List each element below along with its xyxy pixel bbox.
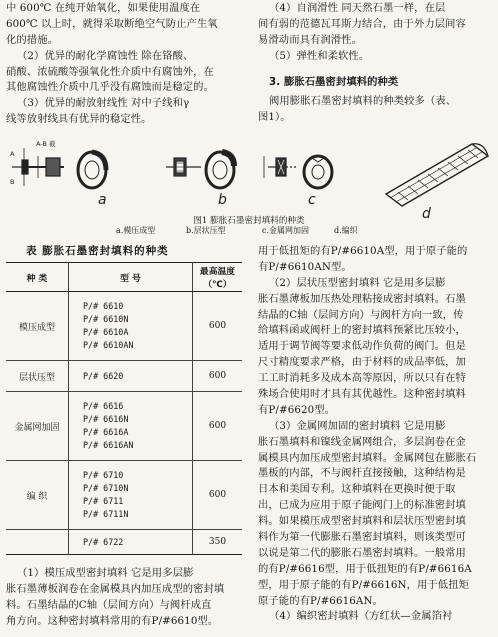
text-line: 化的措施。 <box>6 33 58 46</box>
figure-subcaption: a.模压成型 <box>116 226 156 235</box>
text-line: （1）模压成型密封填料 它是用多层膨 <box>17 567 194 579</box>
model-number: P/# 6610 <box>83 301 124 311</box>
text-line: （2）层状压型密封填料 它是用多层膨 <box>269 276 446 289</box>
figure-subcaption: b.层状压型 <box>186 226 226 235</box>
text-line: 原子能的有P/#6616AN。 <box>258 594 383 607</box>
text-line: 尺寸精度要求严格，由于材料的成品率低，加 <box>258 356 466 369</box>
text-line: 胀石墨薄板润卷在金属模具内加压成型的密封填 <box>6 582 225 595</box>
text-line: 有P/#6620型。 <box>258 403 336 416</box>
model-number: P/# 6710 <box>83 470 124 480</box>
text-line: 出，已成为应用于原子能阀门上的标准密封填 <box>258 499 466 512</box>
temp-cell: 600 <box>193 292 243 361</box>
text-line: 胀石墨薄板加压热处理粘接成密封填料。石墨 <box>258 292 466 305</box>
top-right-text <box>258 1 494 126</box>
model-number: P/# 6610AN <box>83 340 134 350</box>
packing-type-table <box>6 262 242 555</box>
molded-packing-drawing <box>12 148 106 188</box>
model-number: P/# 6722 <box>83 536 124 547</box>
kind-cell: 模压成型 <box>6 292 69 361</box>
model-cell <box>69 392 193 461</box>
text-line: 属模具内加压成型密封填料。金属网包在膨胀石 <box>258 451 477 464</box>
temp-cell: 600 <box>193 361 243 392</box>
text-line: 给填料函或阀杆上的密封填料预紧比压较小， <box>258 324 466 337</box>
kind-cell: 编 织 <box>6 461 69 530</box>
braided-packing-drawing <box>386 144 488 206</box>
text-line: 易滑动而具有润滑性。 <box>258 33 362 46</box>
text-line: 有P/#6610AN型。 <box>258 260 352 273</box>
text-line: 其他腐蚀性介质中几乎没有腐蚀而是稳定的。 <box>6 81 214 94</box>
section-heading: 3. 膨胀石墨密封填料的种类 <box>269 75 399 88</box>
text-line: 中 600℃ 在纯开始氧化，如果使用温度在 <box>6 2 201 14</box>
section-mark: A-B 截 <box>36 140 56 148</box>
column-header: 最高温度（℃） <box>193 263 243 292</box>
section-mark: A <box>10 150 15 158</box>
top-left-text <box>6 1 244 128</box>
table-row <box>6 461 242 530</box>
text-line: 阀用膨胀石墨密封填料的种类较多（表、 <box>269 95 457 108</box>
text-line: 殊场合使用时才具有其优越性。这种密封填料 <box>258 388 466 401</box>
figure-letter: c <box>308 192 316 208</box>
column-header: 种 类 <box>6 263 69 292</box>
figure-subcaption: c.金属网加固 <box>262 226 310 235</box>
text-line: 用于低扭矩的有P/#6610A型，用于原子能的 <box>258 245 468 257</box>
table-caption: 表 膨胀石墨密封填料的种类 <box>26 245 169 257</box>
right-column-text <box>258 244 494 625</box>
figure-title: 图1 膨胀石墨密封填料的种类 <box>193 216 305 226</box>
text-line: （4）自润滑性 同天然石墨一样，在层 <box>269 2 446 14</box>
kind-cell <box>6 530 69 555</box>
section-mark: B <box>10 178 15 186</box>
model-cell <box>69 530 193 555</box>
table-row <box>6 292 242 361</box>
temp-cell: 350 <box>193 530 243 555</box>
figure-letter: d <box>422 206 431 222</box>
temp-cell: 600 <box>193 392 243 461</box>
mesh-packing-drawing <box>264 156 332 188</box>
text-line: 日本和美国专利。这种填料在更换时便于取 <box>258 483 456 496</box>
model-cell <box>69 361 193 392</box>
model-number: P/# 6610N <box>83 314 129 324</box>
table-row <box>6 392 242 461</box>
model-number: P/# 6616AN <box>83 440 134 450</box>
text-line: 图1）。 <box>258 111 291 124</box>
layered-packing-drawing <box>166 152 234 188</box>
table-row <box>6 530 242 555</box>
table-row <box>6 361 242 392</box>
figure-letter: a <box>98 192 107 208</box>
temp-cell: 600 <box>193 461 243 530</box>
text-line: 料作为第一代膨胀石墨密封填料，则该类型可 <box>258 531 466 544</box>
model-number: P/# 6616 <box>83 401 124 411</box>
model-number: P/# 6616N <box>83 414 129 424</box>
text-line: （2）优异的耐化学腐蚀性 除在铬酸、 <box>17 49 194 62</box>
text-line: （3）金属网加固的密封填料 它是用膨 <box>269 419 446 432</box>
model-number: P/# 6610A <box>83 327 129 337</box>
model-number: P/# 6710N <box>83 483 129 493</box>
text-line: 间有弱的范德瓦耳斯力结合，由于外力层间容 <box>258 17 466 30</box>
column-header: 型 号 <box>69 263 193 292</box>
bottom-left-text <box>6 566 244 630</box>
text-line: （3）优异的耐放射线性 对中子线和γ <box>17 97 190 110</box>
text-line: 硝酸、浓硫酸等强氧化性介质中有腐蚀外，在 <box>6 65 214 78</box>
model-cell <box>69 292 193 361</box>
model-number: P/# 6616A <box>83 427 129 437</box>
text-line: （5）弹性和柔软性。 <box>269 49 370 62</box>
text-line: 适用于调节阀等要求低动作负荷的阀门。但是 <box>258 340 466 353</box>
text-line: 型，用于原子能的有P/#6616N，用于低扭矩 <box>258 578 469 591</box>
text-line: 料。石墨结晶的C轴（层间方向）与阀杆成直 <box>6 598 212 611</box>
text-line: 600℃ 以上时，就得采取断绝空气防止产生氧 <box>6 17 218 30</box>
text-line: 工工时消耗多及成本高等原因，所以只有在特 <box>258 372 466 385</box>
text-line: 结晶的C轴（层间方向）与阀杆方向一致，传 <box>258 308 464 321</box>
text-line: 墨板的内部，不与阀杆直接接触，这种结构是 <box>258 467 466 480</box>
text-line: 料。如果模压成型密封填料和层状压型密封填 <box>258 515 466 528</box>
figure-subcaption: d.编织 <box>334 226 358 235</box>
figure-letter: b <box>218 192 227 208</box>
model-number: P/# 6620 <box>83 370 124 381</box>
text-line: 的有P/#6616型，用于低扭矩的有P/#6616A <box>258 562 472 575</box>
text-line: 线等放射线具有优异的稳定性。 <box>6 113 152 126</box>
model-cell <box>69 461 193 530</box>
text-line: 以说是第二代的膨胀石墨密封填料。一般常用 <box>258 546 466 559</box>
kind-cell: 层状压型 <box>6 361 69 392</box>
text-line: （4）编织密封填料（方红状—金属箔衬 <box>269 610 453 623</box>
model-number: P/# 6711N <box>83 509 129 519</box>
table-header-row <box>6 263 242 292</box>
text-line: 角方向。这种密封填料常用的有P/#6610型。 <box>6 614 219 627</box>
kind-cell: 金属网加固 <box>6 392 69 461</box>
model-number: P/# 6711 <box>83 496 124 506</box>
text-line: 胀石墨填料和镍线金属网组合，多层润卷在金 <box>258 435 466 448</box>
